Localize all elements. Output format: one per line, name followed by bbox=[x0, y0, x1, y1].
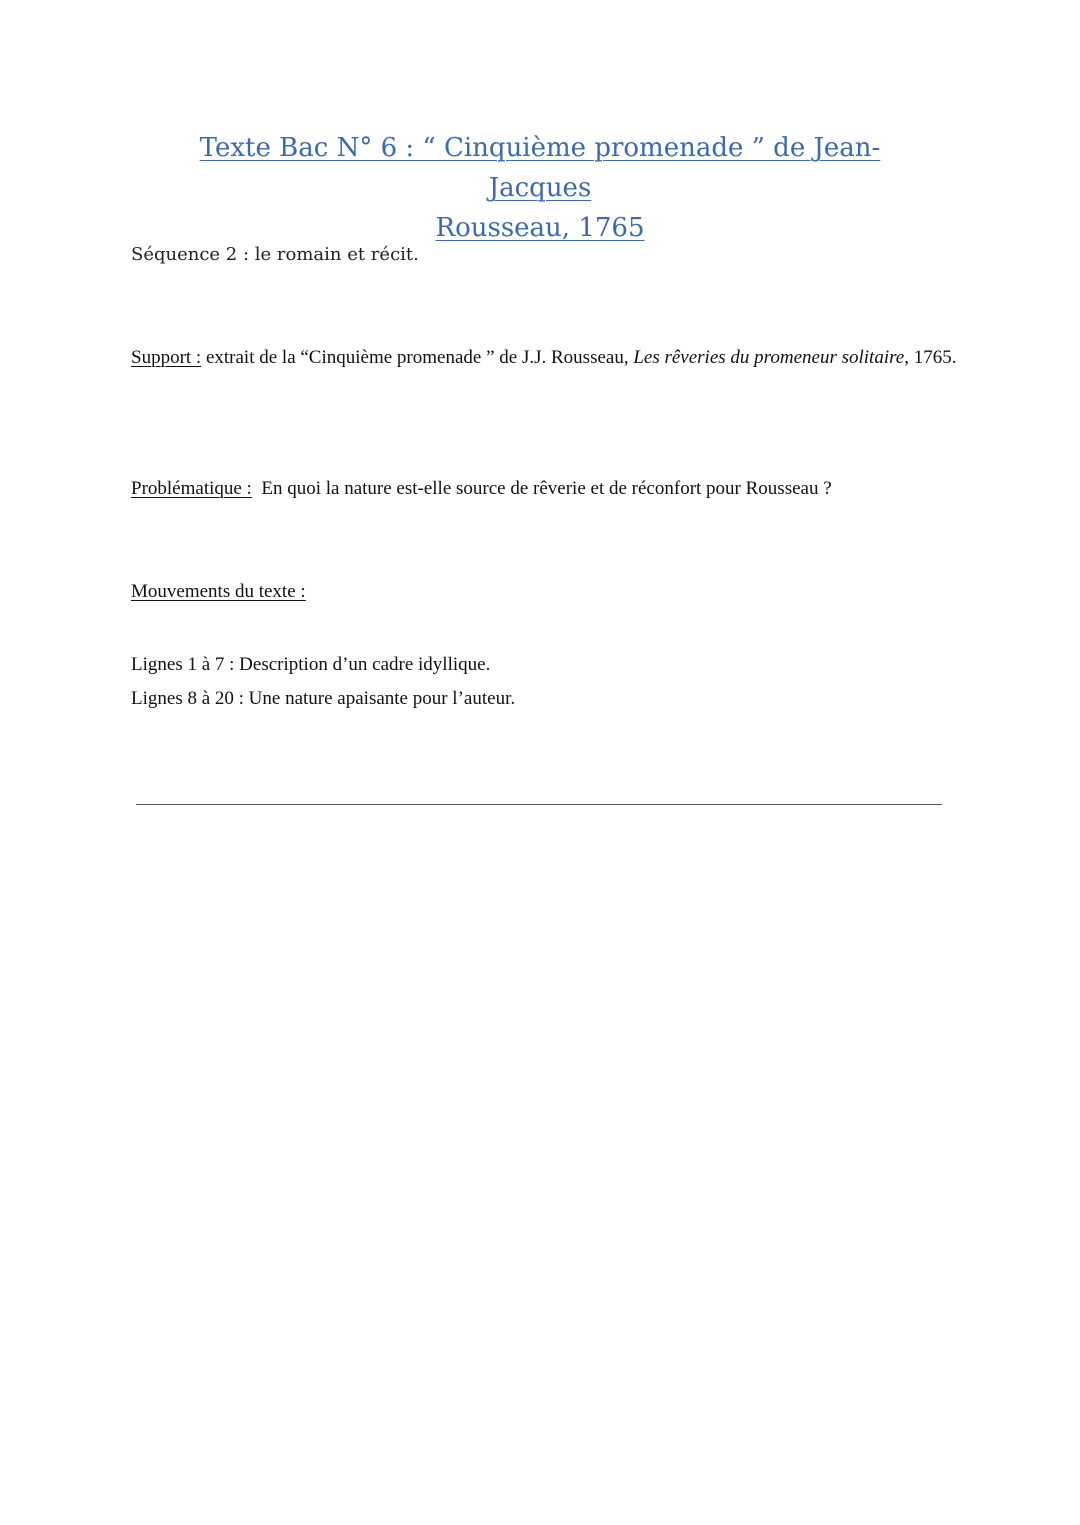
horizontal-divider bbox=[136, 804, 942, 805]
list-item: Lignes 1 à 7 : Description d’un cadre idyllique. bbox=[131, 654, 491, 675]
problematique-label: Problématique : bbox=[131, 478, 252, 499]
sequence-line: Séquence 2 : le romain et récit. bbox=[131, 244, 419, 265]
title-line-2: Rousseau, 1765 bbox=[435, 213, 645, 243]
list-item: Lignes 8 à 20 : Une nature apaisante pour l’auteur. bbox=[131, 688, 516, 709]
document-title bbox=[160, 128, 920, 248]
support-paragraph bbox=[131, 341, 961, 375]
title-line-1: Texte Bac N° 6 : “ Cinquième promenade ” de Jean-Jacques bbox=[199, 133, 881, 203]
support-label: Support : bbox=[131, 347, 202, 368]
mouvements-label: Mouvements du texte : bbox=[131, 581, 306, 602]
support-text: extrait de la “Cinquième promenade ” de J.J. Rousseau, bbox=[201, 347, 634, 368]
support-text-end: , 1765. bbox=[904, 347, 957, 368]
support-book-title: Les rêveries du promeneur solitaire bbox=[633, 347, 905, 368]
problematique-paragraph bbox=[131, 478, 832, 500]
mouvements-heading bbox=[131, 581, 306, 603]
mouvements-list bbox=[131, 648, 515, 716]
problematique-text: En quoi la nature est-elle source de rêverie et de réconfort pour Rousseau ? bbox=[251, 478, 832, 499]
